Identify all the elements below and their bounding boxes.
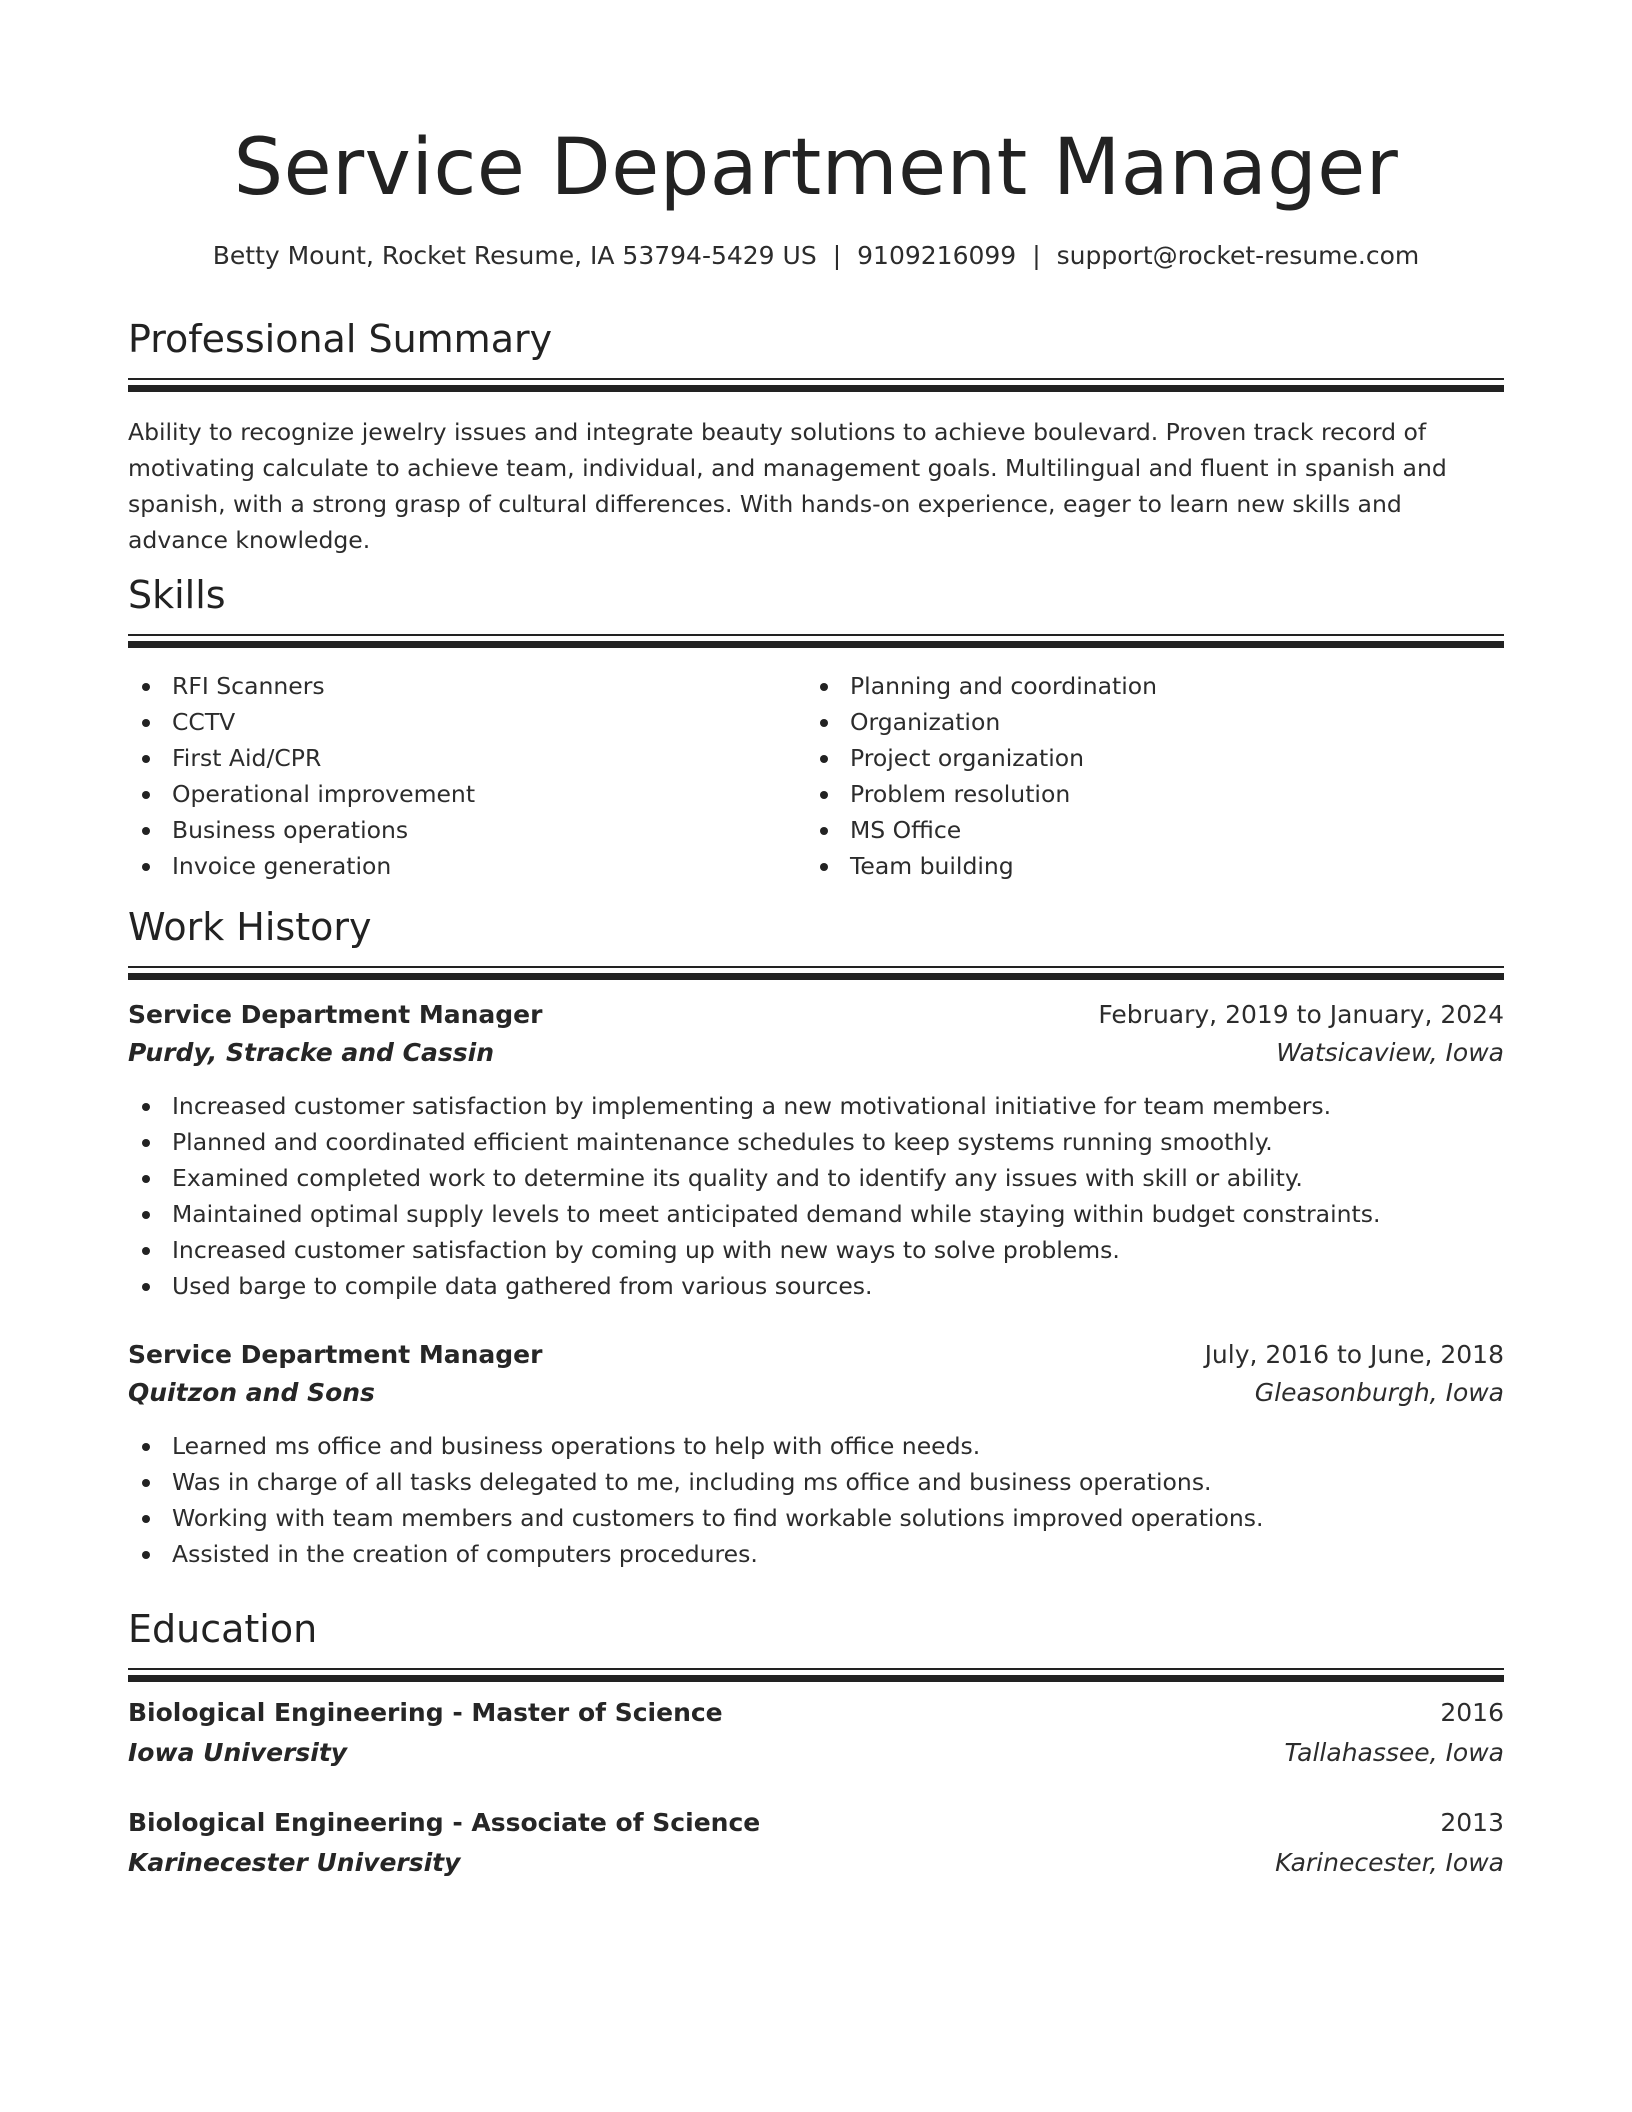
section-divider [128, 1668, 1504, 1674]
job-bullet: Was in charge of all tasks delegated to me, including ms office and business operations. [172, 1464, 1504, 1500]
education-year: 2013 [1440, 1808, 1504, 1837]
skill-item: CCTV [172, 704, 806, 740]
section-heading-education: Education [128, 1607, 318, 1651]
skill-item: First Aid/CPR [172, 740, 806, 776]
contact-email: support@rocket-resume.com [1056, 241, 1420, 270]
summary-section [128, 314, 1504, 558]
education-school: Iowa University [128, 1738, 348, 1767]
contact-line [128, 238, 1504, 274]
skill-item: Project organization [850, 740, 1484, 776]
section-divider [128, 378, 1504, 384]
skills-list-left [128, 668, 806, 884]
education-degree: Biological Engineering - Master of Science [128, 1698, 723, 1727]
education-school-row [128, 1844, 1504, 1882]
section-heading-skills: Skills [128, 573, 226, 617]
job-bullet: Maintained optimal supply levels to meet anticipated demand while staying within budget constraints. [172, 1196, 1504, 1232]
job-bullet: Increased customer satisfaction by implementing a new motivational initiative for team members. [172, 1088, 1504, 1124]
job-bullet: Used barge to compile data gathered from various sources. [172, 1268, 1504, 1304]
skill-item: Team building [850, 848, 1484, 884]
education-header-row [128, 1694, 1504, 1732]
job-company-row [128, 1034, 1504, 1072]
job-location: Gleasonburgh, Iowa [1254, 1378, 1504, 1407]
job-bullet: Learned ms office and business operations to help with office needs. [172, 1428, 1504, 1464]
education-entry [128, 1694, 1504, 1772]
job-bullet: Planned and coordinated efficient maintenance schedules to keep systems running smoothly. [172, 1124, 1504, 1160]
resume-title: Service Department Manager [233, 123, 1399, 213]
education-section [128, 1604, 1504, 1674]
job-title: Service Department Manager [128, 1000, 543, 1029]
section-heading-work: Work History [128, 905, 372, 949]
skill-item: Organization [850, 704, 1484, 740]
skill-item: Problem resolution [850, 776, 1484, 812]
job-company: Quitzon and Sons [128, 1378, 375, 1407]
job-bullet: Increased customer satisfaction by coming up with new ways to solve problems. [172, 1232, 1504, 1268]
skills-list-right [806, 668, 1484, 884]
job-header-row [128, 1336, 1504, 1374]
skill-item: RFI Scanners [172, 668, 806, 704]
education-location: Tallahassee, Iowa [1284, 1738, 1504, 1767]
skill-item: Invoice generation [172, 848, 806, 884]
job-header-row [128, 996, 1504, 1034]
education-school: Karinecester University [128, 1848, 461, 1877]
job-bullets [128, 1428, 1504, 1572]
job-bullets [128, 1088, 1504, 1304]
skills-section [128, 570, 1504, 884]
job-dates: July, 2016 to June, 2018 [1204, 1340, 1504, 1369]
job-bullet: Working with team members and customers to find workable solutions improved operations. [172, 1500, 1504, 1536]
education-year: 2016 [1440, 1698, 1504, 1727]
skills-columns [128, 668, 1504, 884]
job-dates: February, 2019 to January, 2024 [1098, 1000, 1504, 1029]
job-entry [128, 1336, 1504, 1572]
contact-phone: 9109216099 [857, 241, 1017, 270]
skill-item: Planning and coordination [850, 668, 1484, 704]
job-bullet: Examined completed work to determine its quality and to identify any issues with skill or ability. [172, 1160, 1504, 1196]
job-company-row [128, 1374, 1504, 1412]
contact-address: Betty Mount, Rocket Resume, IA 53794-5429 US [212, 241, 817, 270]
skill-item: MS Office [850, 812, 1484, 848]
summary-text: Ability to recognize jewelry issues and integrate beauty solutions to achieve boulevard. Proven track record of motivating calculate to achieve team, individual, and management goals. Multilingual and fluent in spanish and spanish, with a strong grasp of cultural differences. With hands-on experience, eager to learn new skills and advance knowledge. [128, 418, 1447, 554]
education-degree: Biological Engineering - Associate of Science [128, 1808, 761, 1837]
contact-separator: | [832, 241, 842, 270]
education-header-row [128, 1804, 1504, 1842]
job-location: Watsicaview, Iowa [1276, 1038, 1504, 1067]
education-school-row [128, 1734, 1504, 1772]
skill-item: Operational improvement [172, 776, 806, 812]
work-history-section [128, 902, 1504, 972]
job-company: Purdy, Stracke and Cassin [128, 1038, 494, 1067]
skill-item: Business operations [172, 812, 806, 848]
education-entry [128, 1804, 1504, 1882]
job-entry [128, 996, 1504, 1304]
section-divider [128, 966, 1504, 972]
section-heading-summary: Professional Summary [128, 317, 553, 361]
contact-separator: | [1032, 241, 1041, 270]
section-divider [128, 634, 1504, 640]
job-bullet: Assisted in the creation of computers procedures. [172, 1536, 1504, 1572]
education-location: Karinecester, Iowa [1275, 1848, 1504, 1877]
job-title: Service Department Manager [128, 1340, 543, 1369]
